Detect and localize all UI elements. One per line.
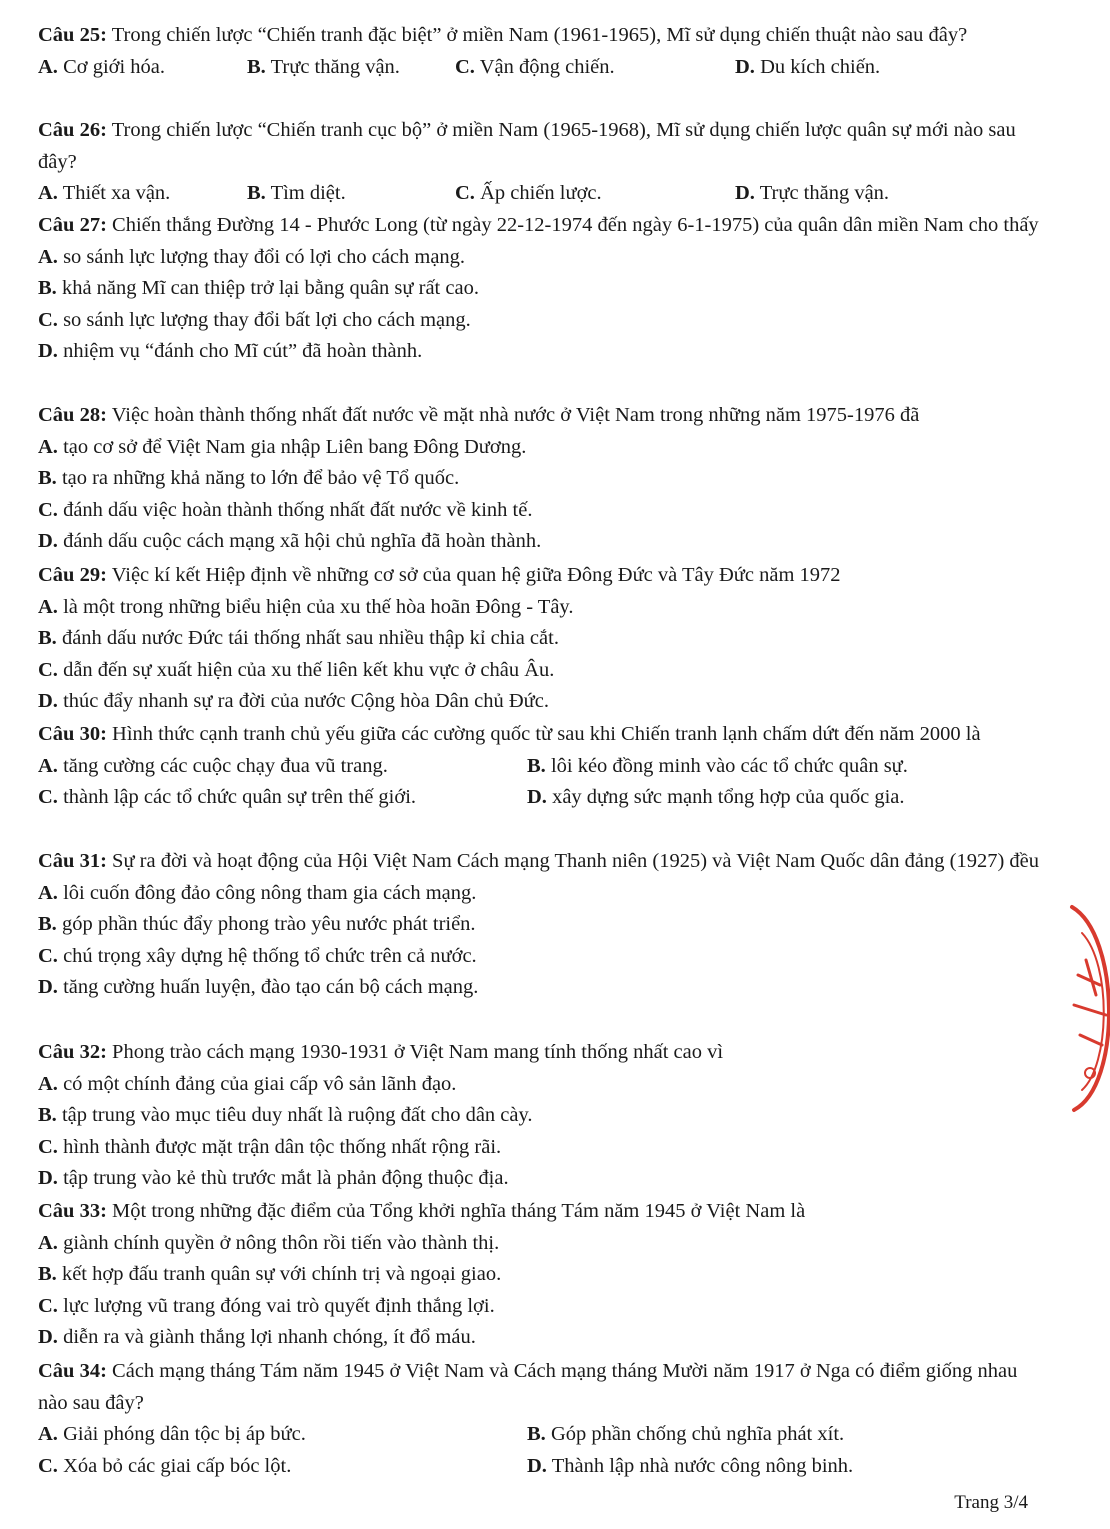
question-26 bbox=[38, 115, 1048, 210]
question-28 bbox=[38, 400, 1048, 558]
option-c: C. Ấp chiến lược. bbox=[455, 182, 602, 205]
option-a: A. là một trong những biểu hiện của xu thế hòa hoãn Đông - Tây. bbox=[38, 595, 574, 618]
option-c: C. đánh dấu việc hoàn thành thống nhất đất nước về kinh tế. bbox=[38, 498, 533, 521]
question-stem: Câu 34: Cách mạng tháng Tám năm 1945 ở Việt Nam và Cách mạng tháng Mười năm 1917 ở Nga có điểm giống nhau nào sau đây? bbox=[38, 1360, 1018, 1414]
question-32 bbox=[38, 1037, 1048, 1195]
question-number: Câu 33: bbox=[38, 1200, 107, 1222]
option-d: D. tập trung vào kẻ thù trước mắt là phản động thuộc địa. bbox=[38, 1167, 509, 1190]
question-stem: Câu 26: Trong chiến lược “Chiến tranh cục bộ” ở miền Nam (1965-1968), Mĩ sử dụng chiến lược quân sự mới nào sau đây? bbox=[38, 119, 1016, 173]
option-d: D. nhiệm vụ “đánh cho Mĩ cút” đã hoàn thành. bbox=[38, 340, 423, 363]
option-d: D. thúc đẩy nhanh sự ra đời của nước Cộng hòa Dân chủ Đức. bbox=[38, 690, 550, 713]
option-c: C. chú trọng xây dựng hệ thống tổ chức trên cả nước. bbox=[38, 944, 477, 967]
option-c: C. Xóa bỏ các giai cấp bóc lột. bbox=[38, 1454, 292, 1477]
question-number: Câu 28: bbox=[38, 404, 107, 426]
option-d: D. Trực thăng vận. bbox=[735, 182, 890, 205]
option-c: C. lực lượng vũ trang đóng vai trò quyết định thắng lợi. bbox=[38, 1294, 495, 1317]
option-a: A. lôi cuốn đông đảo công nông tham gia cách mạng. bbox=[38, 881, 477, 904]
question-31 bbox=[38, 846, 1048, 1004]
question-33 bbox=[38, 1196, 1048, 1354]
option-b: B. khả năng Mĩ can thiệp trở lại bằng quân sự rất cao. bbox=[38, 277, 479, 300]
seal-emblem-stroke bbox=[1074, 960, 1106, 1045]
option-d: D. đánh dấu cuộc cách mạng xã hội chủ nghĩa đã hoàn thành. bbox=[38, 530, 542, 553]
option-b: B. Tìm diệt. bbox=[247, 182, 346, 205]
question-30 bbox=[38, 719, 1048, 814]
question-number: Câu 26: bbox=[38, 119, 107, 141]
option-b: B. kết hợp đấu tranh quân sự với chính trị và ngoại giao. bbox=[38, 1263, 502, 1286]
red-seal-stamp bbox=[1050, 895, 1110, 1115]
option-d: D. xây dựng sức mạnh tổng hợp của quốc gia. bbox=[527, 786, 905, 809]
question-34 bbox=[38, 1356, 1048, 1482]
option-d: D. Thành lập nhà nước công nông binh. bbox=[527, 1454, 854, 1477]
option-c: C. hình thành được mặt trận dân tộc thống nhất rộng rãi. bbox=[38, 1135, 502, 1158]
question-25 bbox=[38, 20, 1048, 83]
option-a: A. Cơ giới hóa. bbox=[38, 55, 166, 78]
options-row bbox=[38, 178, 1048, 210]
question-number: Câu 34: bbox=[38, 1360, 107, 1382]
question-stem: Câu 30: Hình thức cạnh tranh chủ yếu giữa các cường quốc từ sau khi Chiến tranh lạnh chấm dứt đến năm 2000 là bbox=[38, 723, 981, 745]
option-a: A. tăng cường các cuộc chạy đua vũ trang. bbox=[38, 754, 388, 777]
question-stem: Câu 27: Chiến thắng Đường 14 - Phước Long (từ ngày 22-12-1974 đến ngày 6-1-1975) của quân dân miền Nam cho thấy bbox=[38, 214, 1039, 236]
question-number: Câu 31: bbox=[38, 850, 107, 872]
option-d: D. Du kích chiến. bbox=[735, 55, 881, 78]
option-a: A. Thiết xa vận. bbox=[38, 182, 171, 205]
option-a: A. so sánh lực lượng thay đổi có lợi cho cách mạng. bbox=[38, 245, 466, 268]
option-b: B. góp phần thúc đẩy phong trào yêu nước phát triển. bbox=[38, 913, 476, 936]
option-b: B. lôi kéo đồng minh vào các tổ chức quân sự. bbox=[527, 754, 908, 777]
question-29 bbox=[38, 560, 1048, 718]
question-stem: Câu 33: Một trong những đặc điểm của Tổng khởi nghĩa tháng Tám năm 1945 ở Việt Nam là bbox=[38, 1200, 806, 1222]
option-d: D. tăng cường huấn luyện, đào tạo cán bộ cách mạng. bbox=[38, 976, 479, 999]
question-stem: Câu 29: Việc kí kết Hiệp định về những cơ sở của quan hệ giữa Đông Đức và Tây Đức năm 1972 bbox=[38, 564, 841, 586]
question-number: Câu 29: bbox=[38, 564, 107, 586]
option-a: A. giành chính quyền ở nông thôn rồi tiến vào thành thị. bbox=[38, 1231, 500, 1254]
options-row bbox=[38, 52, 1048, 84]
option-a: A. tạo cơ sở để Việt Nam gia nhập Liên bang Đông Dương. bbox=[38, 435, 527, 458]
option-b: B. tạo ra những khả năng to lớn để bảo vệ Tổ quốc. bbox=[38, 467, 460, 490]
option-c: C. thành lập các tổ chức quân sự trên thế giới. bbox=[38, 786, 417, 809]
question-number: Câu 32: bbox=[38, 1041, 107, 1063]
question-stem: Câu 28: Việc hoàn thành thống nhất đất nước về mặt nhà nước ở Việt Nam trong những năm 1975-1976 đã bbox=[38, 404, 920, 426]
option-c: C. dẫn đến sự xuất hiện của xu thế liên kết khu vực ở châu Âu. bbox=[38, 658, 555, 681]
question-stem: Câu 32: Phong trào cách mạng 1930-1931 ở Việt Nam mang tính thống nhất cao vì bbox=[38, 1041, 724, 1063]
option-a: A. có một chính đảng của giai cấp vô sản lãnh đạo. bbox=[38, 1072, 457, 1095]
question-number: Câu 27: bbox=[38, 214, 107, 236]
options-row bbox=[38, 751, 1048, 783]
option-c: C. so sánh lực lượng thay đổi bất lợi cho cách mạng. bbox=[38, 308, 471, 331]
question-27 bbox=[38, 210, 1048, 368]
options-row bbox=[38, 782, 1048, 814]
option-d: D. diễn ra và giành thắng lợi nhanh chóng, ít đổ máu. bbox=[38, 1326, 476, 1349]
option-b: B. tập trung vào mục tiêu duy nhất là ruộng đất cho dân cày. bbox=[38, 1104, 533, 1127]
question-number: Câu 30: bbox=[38, 723, 107, 745]
option-b: B. Trực thăng vận. bbox=[247, 55, 400, 78]
page-number: Trang 3/4 bbox=[954, 1492, 1028, 1513]
option-a: A. Giải phóng dân tộc bị áp bức. bbox=[38, 1423, 306, 1446]
question-number: Câu 25: bbox=[38, 24, 107, 46]
question-stem: Câu 31: Sự ra đời và hoạt động của Hội Việt Nam Cách mạng Thanh niên (1925) và Việt Nam Quốc dân đảng (1927) đều bbox=[38, 850, 1040, 872]
options-row bbox=[38, 1451, 1048, 1483]
question-stem: Câu 25: Trong chiến lược “Chiến tranh đặc biệt” ở miền Nam (1961-1965), Mĩ sử dụng chiến thuật nào sau đây? bbox=[38, 24, 968, 46]
options-row bbox=[38, 1419, 1048, 1451]
option-b: B. đánh dấu nước Đức tái thống nhất sau nhiều thập kỉ chia cắt. bbox=[38, 627, 559, 650]
option-b: B. Góp phần chống chủ nghĩa phát xít. bbox=[527, 1423, 845, 1446]
option-c: C. Vận động chiến. bbox=[455, 55, 615, 78]
